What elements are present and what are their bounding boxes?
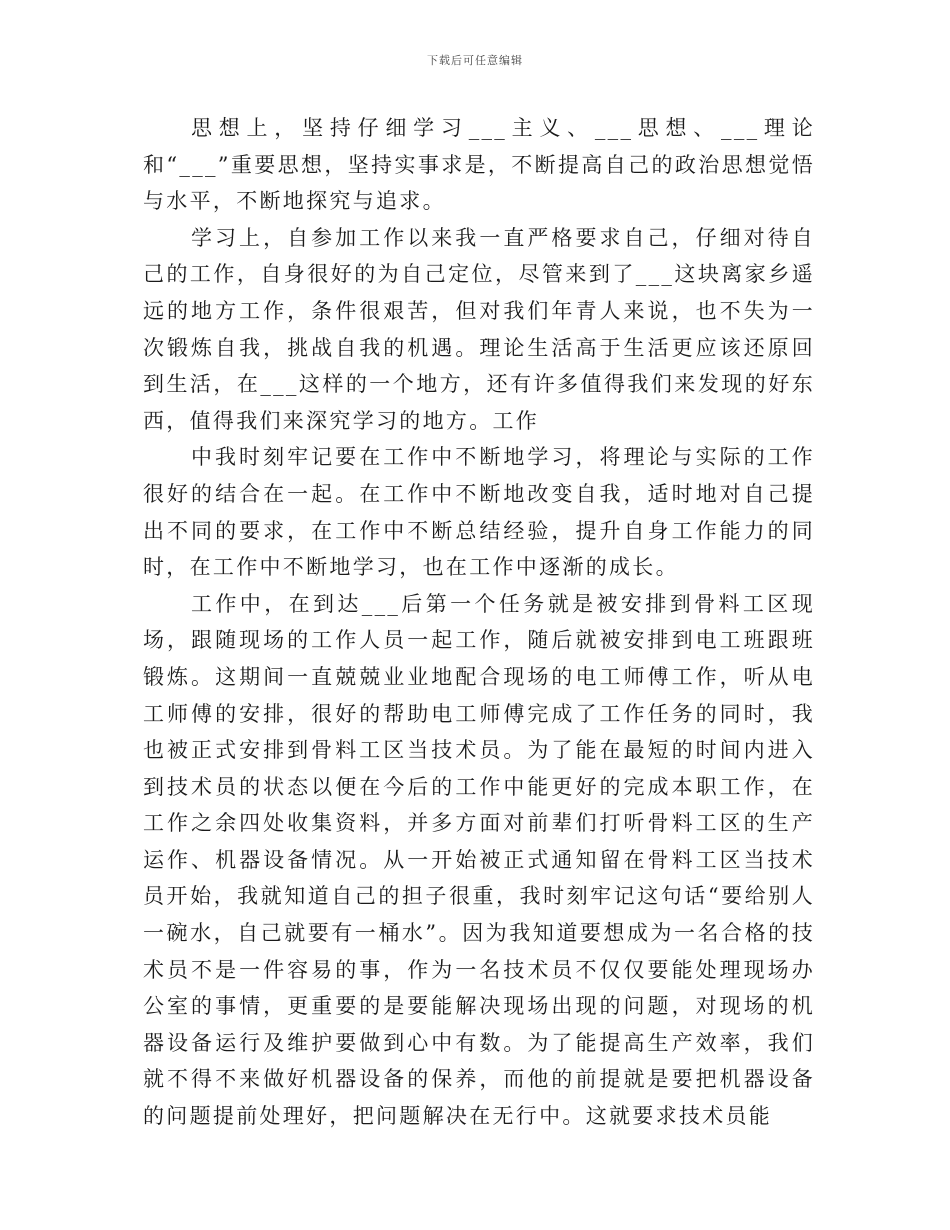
document-body <box>143 110 815 1135</box>
page-header: 下载后可任意编辑 <box>427 54 523 67</box>
paragraph-work: 工作中，在到达___后第一个任务就是被安排到骨料工区现场，跟随现场的工作人员一起工作，随后就被安排到电工班跟班锻炼。这期间一直兢兢业业地配合现场的电工师傅工作，听从电工师傅的安排，很好的帮助电工师傅完成了工作任务的同时，我也被正式安排到骨料工区当技术员。为了能在最短的时间内进入到技术员的状态以便在今后的工作中能更好的完成本职工作，在工作之余四处收集资料，并多方面对前辈们打听骨料工区的生产运作、机器设备情况。从一开始被正式通知留在骨料工区当技术员开始，我就知道自己的担子很重，我时刻牢记这句话“要给别人一碗水，自己就要有一桶水”。因为我知道要想成为一名合格的技术员不是一件容易的事，作为一名技术员不仅仅要能处理现场办公室的事情，更重要的是要能解决现场出现的问题，对现场的机器设备运行及维护要做到心中有数。为了能提高生产效率，我们就不得不来做好机器设备的保养，而他的前提就是要把机器设备的问题提前处理好，把问题解决在无行中。这就要求技术员能 <box>143 591 815 1129</box>
paragraph-study: 学习上，自参加工作以来我一直严格要求自己，仔细对待自己的工作，自身很好的为自己定位，尽管来到了___这块离家乡遥远的地方工作，条件很艰苦，但对我们年青人来说，也不失为一次锻炼自我，挑战自我的机遇。理论生活高于生活更应该还原回到生活，在___这样的一个地方，还有许多值得我们来发现的好东西，值得我们来深究学习的地方。工作 <box>143 225 815 433</box>
paragraph-work-learning: 中我时刻牢记要在工作中不断地学习，将理论与实际的工作很好的结合在一起。在工作中不断地改变自我，适时地对自己提出不同的要求，在工作中不断总结经验，提升自身工作能力的同时，在工作中不断地学习，也在工作中逐渐的成长。 <box>143 445 815 580</box>
paragraph-thought: 思想上，坚持仔细学习___主义、___思想、___理论和“___”重要思想，坚持实事求是，不断提高自己的政治思想觉悟与水平，不断地探究与追求。 <box>143 116 815 214</box>
